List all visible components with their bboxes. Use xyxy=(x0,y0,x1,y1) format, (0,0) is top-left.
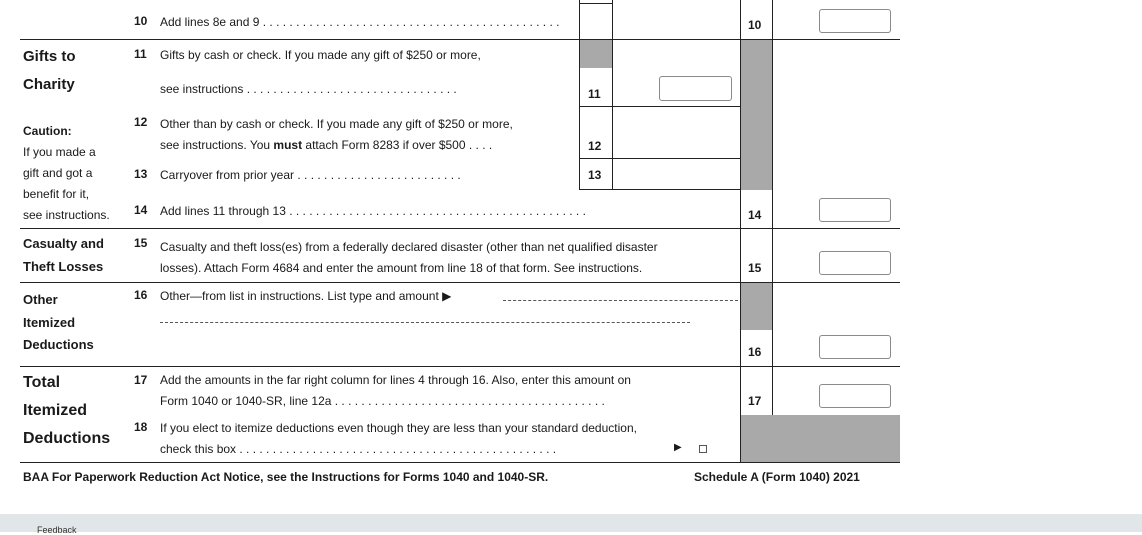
rule-line11-bottom-mid xyxy=(580,106,740,107)
rule-after-line15 xyxy=(20,282,900,283)
rule-after-line14 xyxy=(20,228,900,229)
line-16-blank-1[interactable] xyxy=(503,300,738,301)
line-16-text: Other—from list in instructions. List type and amount ▶ xyxy=(160,289,452,303)
line-17-text-1: Add the amounts in the far right column for lines 4 through 16. Also, enter this amount on xyxy=(160,373,631,387)
line-12-box-label: 12 xyxy=(588,139,602,153)
line-11-input[interactable] xyxy=(659,76,732,101)
line-15-text-1: Casualty and theft loss(es) from a federally declared disaster (other than net qualified disaster xyxy=(160,240,658,254)
line-18-number: 18 xyxy=(134,420,148,434)
section-casualty-title-2: Theft Losses xyxy=(23,259,104,274)
line-15-number: 15 xyxy=(134,236,148,250)
line-14-input[interactable] xyxy=(819,198,891,222)
line-15-text-2: losses). Attach Form 4684 and enter the amount from line 18 of that form. See instructions. xyxy=(160,261,643,275)
line-16-number: 16 xyxy=(134,288,148,302)
line-11-text-2: see instructions . . . . . . . . . . . . . . . . . . . . . . . . . . . . . . . . xyxy=(160,82,457,96)
line-13-text: Carryover from prior year . . . . . . . . . . . . . . . . . . . . . . . . . xyxy=(160,168,461,182)
feedback-link[interactable]: Feedback xyxy=(37,525,77,535)
rule-line12-bottom-mid xyxy=(580,158,740,159)
rule-after-line16 xyxy=(20,366,900,367)
rule-top-line10 xyxy=(580,3,612,4)
line-18-text-2: check this box . . . . . . . . . . . . . . . . . . . . . . . . . . . . . . . . . . . . . . . . . . . . . . . . xyxy=(160,442,557,456)
line-12-text-2c: attach Form 8283 if over $500 . . . . xyxy=(302,138,493,152)
feedback-bar xyxy=(0,514,1142,532)
line-13-box-label: 13 xyxy=(588,168,602,182)
line-18-text-1: If you elect to itemize deductions even though they are less than your standard deduction, xyxy=(160,421,637,435)
section-total-title-1: Total xyxy=(23,374,61,391)
line-12-must: must xyxy=(273,138,303,152)
line-12-text-1: Other than by cash or check. If you made any gift of $250 or more, xyxy=(160,117,513,131)
footer-left: BAA For Paperwork Reduction Act Notice, see the Instructions for Forms 1040 and 1040-SR. xyxy=(23,470,549,484)
line-13-number: 13 xyxy=(134,167,148,181)
caution-line-2: gift and got a xyxy=(23,166,93,180)
line-14-text: Add lines 11 through 13 . . . . . . . . . . . . . . . . . . . . . . . . . . . . . . . . . . . . . . . . . . . . . xyxy=(160,204,586,218)
line-11-box-label: 11 xyxy=(588,87,601,101)
rule-bottom-form xyxy=(20,462,900,463)
line-16-input[interactable] xyxy=(819,335,891,359)
line-12-text-2 xyxy=(160,138,492,152)
line-14-box-label: 14 xyxy=(748,208,762,222)
caution-title: Caution: xyxy=(23,124,72,138)
mid-col-left-border xyxy=(579,0,580,190)
section-total-title-3: Deductions xyxy=(23,430,111,447)
line-16-blank-2[interactable] xyxy=(160,322,690,323)
line-17-input[interactable] xyxy=(819,384,891,408)
line-11-number: 11 xyxy=(134,47,147,61)
line-10-input[interactable] xyxy=(819,9,891,33)
line-15-box-label: 15 xyxy=(748,261,762,275)
shade-line18-right xyxy=(741,415,900,462)
section-gifts-title-2: Charity xyxy=(23,76,75,93)
line-18-arrow-icon: ▶ xyxy=(674,442,682,453)
shade-gifts-right xyxy=(741,40,772,190)
line-10-text: Add lines 8e and 9 . . . . . . . . . . . . . . . . . . . . . . . . . . . . . . . . . . . . . . . . . . . . . xyxy=(160,15,560,29)
caution-line-3: benefit for it, xyxy=(23,187,90,201)
line-12-number: 12 xyxy=(134,115,148,129)
line-10-number: 10 xyxy=(134,14,148,28)
line-17-text-2: Form 1040 or 1040-SR, line 12a . . . . . . . . . . . . . . . . . . . . . . . . . . . . . . . . . . . . . . . . . xyxy=(160,394,605,408)
line-15-input[interactable] xyxy=(819,251,891,275)
line-17-number: 17 xyxy=(134,373,148,387)
shade-line11-mid xyxy=(580,40,612,68)
mid-col-right-border xyxy=(612,0,613,190)
line-14-number: 14 xyxy=(134,203,148,217)
rule-after-line10 xyxy=(20,39,900,40)
right-col-right-border xyxy=(772,0,773,462)
section-other-title-3: Deductions xyxy=(23,337,94,352)
line-18-checkbox[interactable] xyxy=(699,445,707,453)
shade-line16-right xyxy=(741,282,772,330)
line-17-box-label: 17 xyxy=(748,394,762,408)
line-10-box-label: 10 xyxy=(748,18,762,32)
line-16-box-label: 16 xyxy=(748,345,762,359)
caution-line-4: see instructions. xyxy=(23,208,110,222)
section-other-title-2: Itemized xyxy=(23,315,76,330)
caution-line-1: If you made a xyxy=(23,145,96,159)
section-gifts-title-1: Gifts to xyxy=(23,48,76,65)
footer-right: Schedule A (Form 1040) 2021 xyxy=(694,470,860,484)
rule-line13-bottom-mid xyxy=(580,189,740,190)
section-casualty-title-1: Casualty and xyxy=(23,236,104,251)
line-11-text-1: Gifts by cash or check. If you made any gift of $250 or more, xyxy=(160,48,481,62)
section-total-title-2: Itemized xyxy=(23,402,88,419)
section-other-title-1: Other xyxy=(23,292,58,307)
line-12-text-2a: see instructions. You xyxy=(160,138,274,152)
